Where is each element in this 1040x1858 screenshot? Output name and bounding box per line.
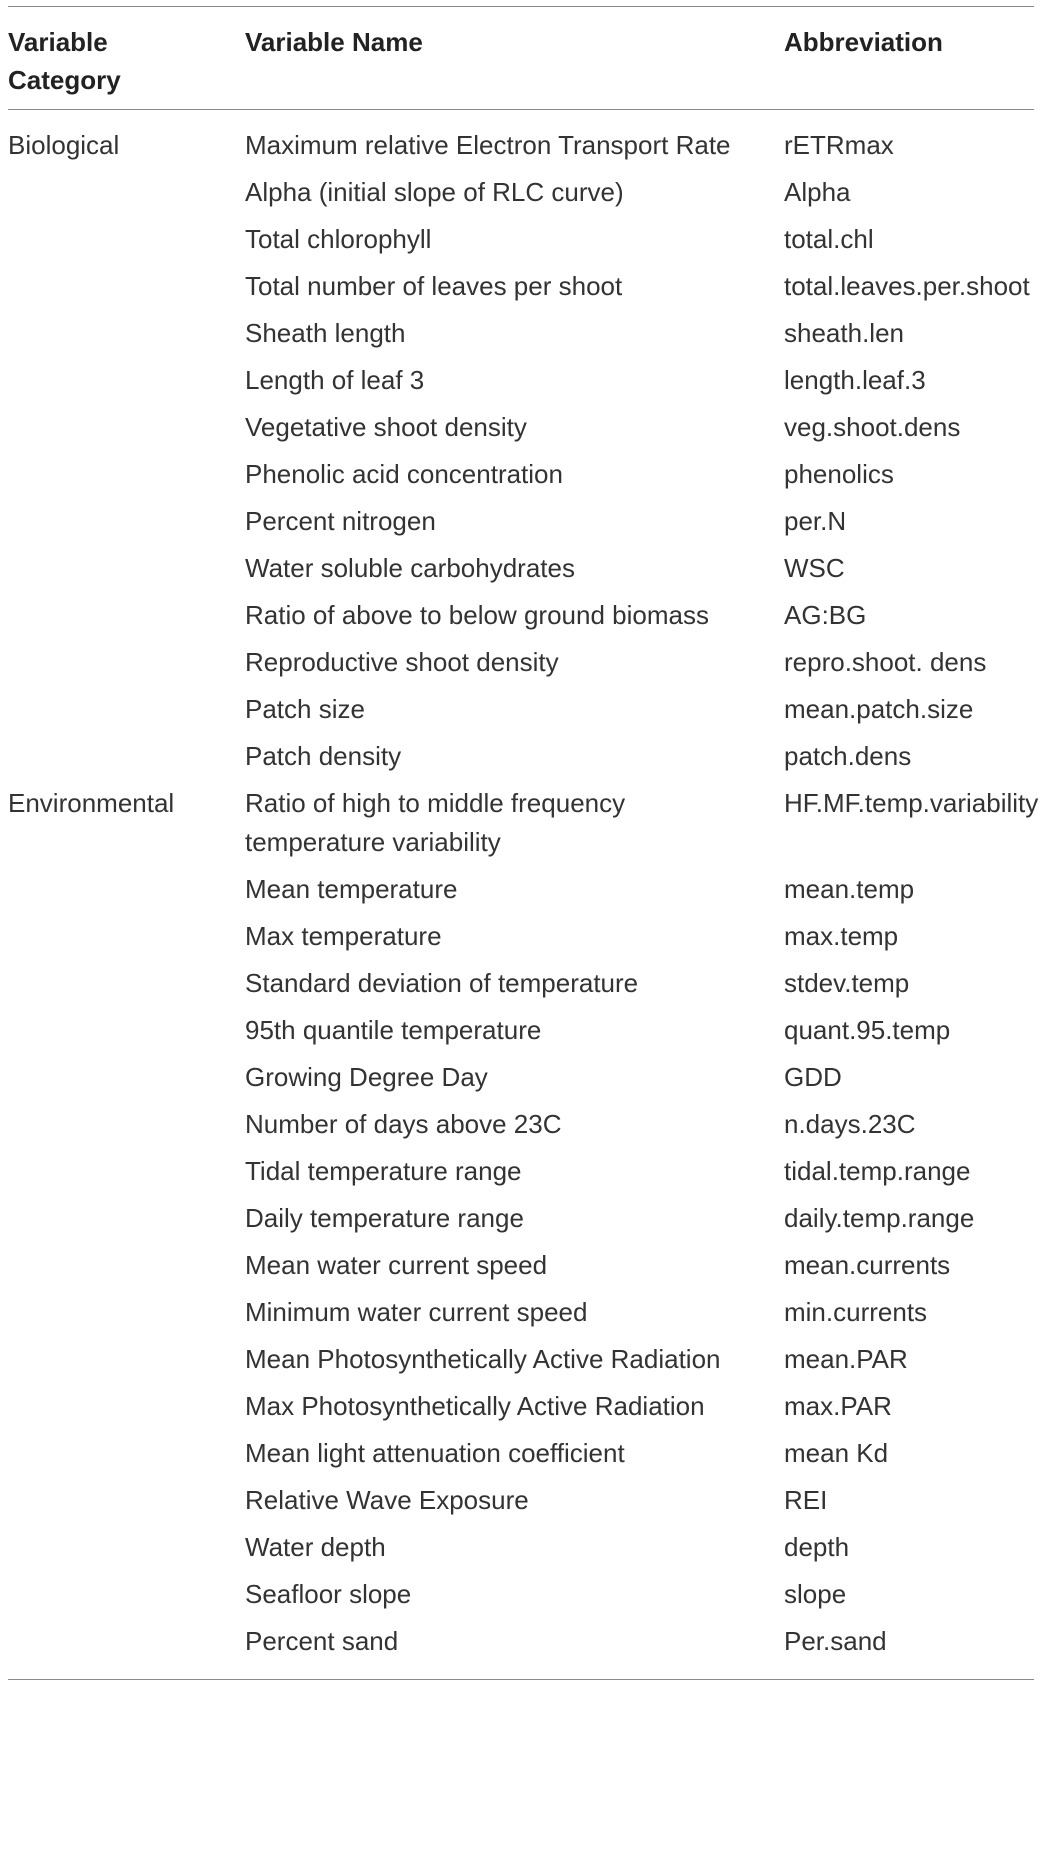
cell-variable-name: Water depth [245,1532,386,1562]
cell-variable-name: Mean Photosynthetically Active Radiation [245,1344,721,1374]
cell-abbreviation: total.leaves.per.shoot [784,271,1030,301]
table-body [8,110,1039,1680]
table-row [8,643,1034,690]
cell-variable-name: Total chlorophyll [245,224,432,254]
cell-variable-name: Water soluble carbohydrates [245,553,575,583]
table-row [8,549,1034,596]
cell-abbreviation: mean Kd [784,1438,889,1468]
cell-abbreviation: depth [784,1532,850,1562]
cell-variable-name: Reproductive shoot density [245,647,559,677]
table-row [8,1387,1034,1434]
cell-variable-category [8,737,245,784]
cell-variable-category [8,690,245,737]
cell-abbreviation: tidal.temp.range [784,1156,971,1186]
cell-variable-name: Alpha (initial slope of RLC curve) [245,177,624,207]
cell-variable-name: Length of leaf 3 [245,365,425,395]
cell-abbreviation: daily.temp.range [784,1203,975,1233]
cell-abbreviation: n.days.23C [784,1109,916,1139]
cell-abbreviation: veg.shoot.dens [784,412,961,442]
table-row [8,596,1034,643]
cell-variable-category [8,1105,245,1152]
cell-variable-category: Environmental [8,788,175,818]
cell-variable-category [8,1575,245,1622]
table-row [8,1011,1034,1058]
cell-variable-name: 95th quantile temperature [245,1015,542,1045]
cell-abbreviation: mean.temp [784,874,915,904]
cell-variable-name: Ratio of above to below ground biomass [245,600,709,630]
table-row [8,1575,1034,1622]
cell-variable-name: Percent nitrogen [245,506,436,536]
cell-abbreviation: phenolics [784,459,894,489]
variables-table [8,6,1039,1680]
table-row [8,1528,1034,1575]
cell-variable-name: Relative Wave Exposure [245,1485,529,1515]
cell-variable-name: Sheath length [245,318,406,348]
header-row [8,7,1034,110]
table-row [8,690,1034,737]
table-header [8,7,1034,110]
cell-variable-category [8,314,245,361]
table-row [8,1152,1034,1199]
cell-variable-category [8,1340,245,1387]
cell-abbreviation: WSC [784,553,845,583]
cell-variable-name: Mean light attenuation coefficient [245,1438,625,1468]
cell-variable-category [8,917,245,964]
cell-variable-name: Tidal temperature range [245,1156,522,1186]
cell-abbreviation: sheath.len [784,318,904,348]
cell-variable-category [8,173,245,220]
cell-abbreviation: mean.PAR [784,1344,908,1374]
variables-table-container [8,6,1039,1680]
cell-variable-name: Max temperature [245,921,442,951]
cell-variable-name: Total number of leaves per shoot [245,271,623,301]
cell-variable-name: Patch size [245,694,365,724]
table-row [8,502,1034,549]
cell-variable-category [8,267,245,314]
cell-variable-category [8,870,245,917]
cell-variable-category [8,408,245,455]
table-row [8,737,1034,784]
cell-abbreviation: rETRmax [784,130,894,160]
cell-variable-name: Maximum relative Electron Transport Rate [245,130,731,160]
cell-variable-category [8,549,245,596]
cell-variable-name: Minimum water current speed [245,1297,588,1327]
table-row [8,1622,1034,1680]
cell-variable-name: Phenolic acid concentration [245,459,563,489]
cell-abbreviation: Alpha [784,177,851,207]
table-row [8,1340,1034,1387]
cell-variable-category [8,1246,245,1293]
cell-variable-category [8,1528,245,1575]
cell-abbreviation: mean.currents [784,1250,951,1280]
cell-variable-category [8,1387,245,1434]
cell-variable-category [8,502,245,549]
table-row [8,917,1034,964]
cell-abbreviation: GDD [784,1062,842,1092]
cell-variable-name: Number of days above 23C [245,1109,562,1139]
cell-variable-name: Daily temperature range [245,1203,524,1233]
cell-variable-name: Percent sand [245,1622,784,1680]
cell-abbreviation: HF.MF.temp.variability [784,788,1039,818]
cell-abbreviation: quant.95.temp [784,1015,951,1045]
cell-variable-category [8,1481,245,1528]
table-row [8,870,1034,917]
cell-abbreviation: AG:BG [784,600,867,630]
cell-variable-category [8,361,245,408]
cell-abbreviation: Per.sand [784,1622,1034,1680]
table-row [8,1199,1034,1246]
cell-variable-category [8,643,245,690]
table-row [8,314,1034,361]
table-row [8,173,1034,220]
table-row [8,455,1034,502]
cell-abbreviation: slope [784,1579,847,1609]
table-row [8,1481,1034,1528]
cell-variable-name: Max Photosynthetically Active Radiation [245,1391,705,1421]
cell-variable-category [8,1434,245,1481]
header-variable-name: Variable Name [245,7,784,110]
table-row [8,110,1034,174]
header-variable-category: Variable Category [8,7,245,110]
cell-variable-name: Mean water current speed [245,1250,548,1280]
table-row [8,1246,1034,1293]
cell-abbreviation: min.currents [784,1297,928,1327]
cell-abbreviation: repro.shoot. dens [784,647,987,677]
cell-variable-name: Ratio of high to middle frequency temperature variability [245,788,626,857]
cell-variable-category [8,964,245,1011]
cell-variable-category [8,220,245,267]
cell-variable-category [8,1058,245,1105]
table-row [8,220,1034,267]
cell-variable-category [8,1011,245,1058]
cell-abbreviation: patch.dens [784,741,912,771]
table-row [8,267,1034,314]
table-row [8,1105,1034,1152]
cell-abbreviation: max.PAR [784,1391,892,1421]
cell-variable-category: Biological [8,130,120,160]
cell-variable-name: Seafloor slope [245,1579,412,1609]
cell-variable-category [8,596,245,643]
table-row [8,1434,1034,1481]
cell-abbreviation: REI [784,1485,828,1515]
cell-abbreviation: mean.patch.size [784,694,974,724]
table-row [8,964,1034,1011]
cell-abbreviation: length.leaf.3 [784,365,926,395]
table-row [8,408,1034,455]
table-row [8,784,1034,870]
table-row [8,1058,1034,1105]
cell-abbreviation: stdev.temp [784,968,910,998]
table-row [8,1293,1034,1340]
header-abbreviation: Abbreviation [784,7,1034,110]
cell-abbreviation: per.N [784,506,847,536]
cell-variable-category [8,1199,245,1246]
cell-variable-category [8,1152,245,1199]
cell-variable-name: Vegetative shoot density [245,412,527,442]
cell-abbreviation: total.chl [784,224,874,254]
cell-variable-category [8,1293,245,1340]
cell-variable-category [8,455,245,502]
cell-variable-name: Mean temperature [245,874,458,904]
cell-variable-name: Patch density [245,741,402,771]
cell-abbreviation: max.temp [784,921,899,951]
cell-variable-name: Growing Degree Day [245,1062,488,1092]
table-row [8,361,1034,408]
cell-variable-name: Standard deviation of temperature [245,968,639,998]
cell-variable-category [8,1622,245,1680]
